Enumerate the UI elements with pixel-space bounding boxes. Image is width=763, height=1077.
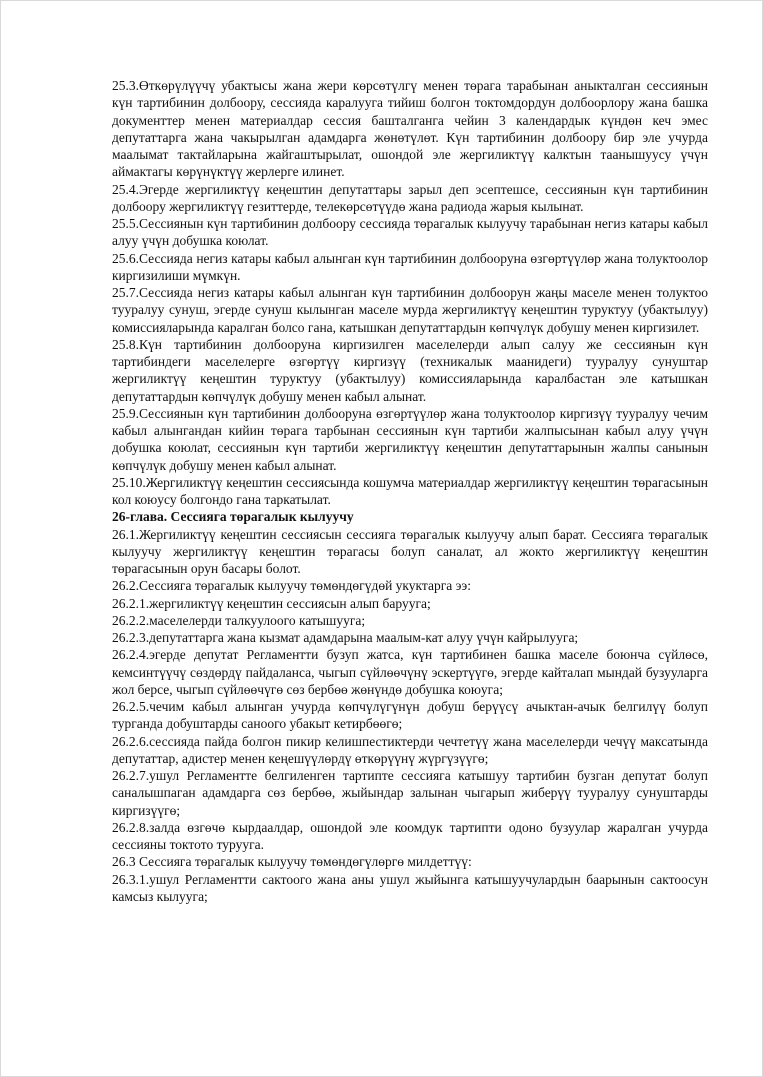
paragraph: 25.8.Күн тартибинин долбооруна киргизилген маселелерди алып салуу же сессиянын күн тартибиндеги маселелерге өзгөртүү киргизүү (техникалык маанидеги) тууралуу сунуштар жергиликтүү кеңештин туруктуу (убактылуу) комиссияларында каралбастан эле катышкан депутаттардын көпчүлүк добушу менен кабыл алынат.	[112, 336, 708, 404]
paragraph: 26.2.6.сессияда пайда болгон пикир келишпестиктерди чечтетүү жана маселелерди чечүү максатында депутаттар, адистер менен кеңешүүлөрдү өткөрүүнү жүргүзүүгө;	[112, 733, 708, 766]
paragraph: 25.9.Сессиянын күн тартибинин долбооруна өзгөртүүлөр жана толуктоолор киргизүү тууралуу чечим кабыл алынгандан кийин төрага тарбынан сессиянын күн тартиби жалпысынан кабыл алуу үчүн добушка коюлат, сессиянын күн тартиби жергиликтүү кеңештин депутаттарынын жалпы санынын көпчүлүк добушу менен кабыл алынат.	[112, 405, 708, 473]
paragraph: 26.2.3.депутаттарга жана кызмат адамдарына маалым-кат алуу үчүн кайрылууга;	[112, 630, 579, 645]
paragraph: 26.2.4.эгерде депутат Регламентти бузуп жатса, күн тартибинен башка маселе боюнча сүйлөсө, кемсинтүүчү сөздөрдү пайдаланса, чыгып сүйлөөчүнү эскертүүгө, эгерде кайталап мындай бузууларга жол берсе, чыгып сүйлөөчүгө сөз бербөө жөнүндө добушка коюуга;	[112, 647, 708, 697]
paragraph: 26.2.Сессияга төрагалык кылуучу төмөндөгүдөй укуктарга ээ:	[112, 578, 471, 594]
chapter-heading: 26-глава. Сессияга төрагалык кылуучу	[112, 509, 354, 525]
paragraph: 26.2.1.жергиликтүү кеңештин сессиясын алып барууга;	[112, 595, 431, 611]
paragraph: 26.2.7.ушул Регламентте белгиленген тартипте сессияга катышуу тартибин бузган депутат болуп саналышпаган адамдарга сөз бербөө, жыйындар залынан чыгарып жиберүү тууралуу сунуштарды киргизүүгө;	[112, 768, 708, 818]
paragraph: 25.4.Эгерде жергиликтүү кеңештин депутаттары зарыл деп эсептешсе, сессиянын күн тартибинин долбоору жергиликтүү гезиттерде, телекөрсөтүүдө жана радиода жарыя кылынат.	[112, 181, 708, 214]
paragraph: 26.3 Сессияга төрагалык кылуучу төмөндөгүлөргө милдеттүү:	[112, 854, 472, 870]
paragraph: 26.2.2.маселелерди талкуулоого катышууга;	[112, 612, 366, 628]
paragraph: 26.2.8.залда өзгөчө кырдаалдар, ошондой эле коомдук тартипти одоно бузуулар жаралган учурда сессияны токтото турууга.	[112, 819, 708, 852]
paragraph: 25.3.Өткөрүлүүчү убактысы жана жери көрсөтүлгү менен төрага тарабынан аныкталган сессиянын күн тартибинин долбоору, сессияда каралууга тийиш болгон токтомдордун долбоорлору жана башка документтер менен материалдар сессия башталганга чейин 3 календардык күндөн кеч эмес депутаттарга жана чакырылган адамдарга жөнөтүлөт. Күн тартибинин долбоору бир эле учурда маалымат тактайларына жайгаштырылат, ошондой эле жергиликтүү калктын таанышуусу үчүн аймактагы көрүнүктүү жерлерге илинет.	[112, 78, 708, 180]
paragraph: 25.10.Жергиликтүү кеңештин сессиясында кошумча материалдар жергиликтүү кеңештин төрагасынын кол коюусу болгондо гана таркатылат.	[112, 474, 708, 507]
paragraph: 25.5.Сессиянын күн тартибинин долбоору сессияда төрагалык кылуучу тарабынан негиз катары кабыл алуу үчүн добушка коюлат.	[112, 216, 708, 249]
paragraph: 26.3.1.ушул Регламентти сактоого жана аны ушул жыйынга катышуучулардын баарынын сактоосун камсыз кылууга;	[112, 871, 708, 904]
document-body	[112, 77, 708, 905]
paragraph: 26.2.5.чечим кабыл алынган учурда көпчүлүгүнүн добуш берүүсү ачыктан-ачык белгилүү болуп турганда добуштарды саноого убакыт кетирбөөгө;	[112, 699, 708, 732]
paragraph: 26.1.Жергиликтүү кеңештин сессиясын сессияга төрагалык кылуучу алып барат. Сессияга төрагалык кылуучу жергиликтүү кеңештин төрагасы болуп саналат, ал жокто жергиликтүү кеңештин төрагасынын орун басары болот.	[112, 526, 708, 576]
paragraph: 25.6.Сессияда негиз катары кабыл алынган күн тартибинин долбооруна өзгөртүүлөр жана толуктоолор киргизилиши мүмкүн.	[112, 250, 708, 283]
paragraph: 25.7.Сессияда негиз катары кабыл алынган күн тартибинин долбоорун жаңы маселе менен толуктоо тууралуу сунуш, эгерде сунуш кылынган маселе мурда жергиликтүү кеңештин туруктуу (убактылуу) комиссияларында каралган болсо гана, катышкан депутаттардын көпчүлүк добушу менен киргизилет.	[112, 285, 708, 335]
